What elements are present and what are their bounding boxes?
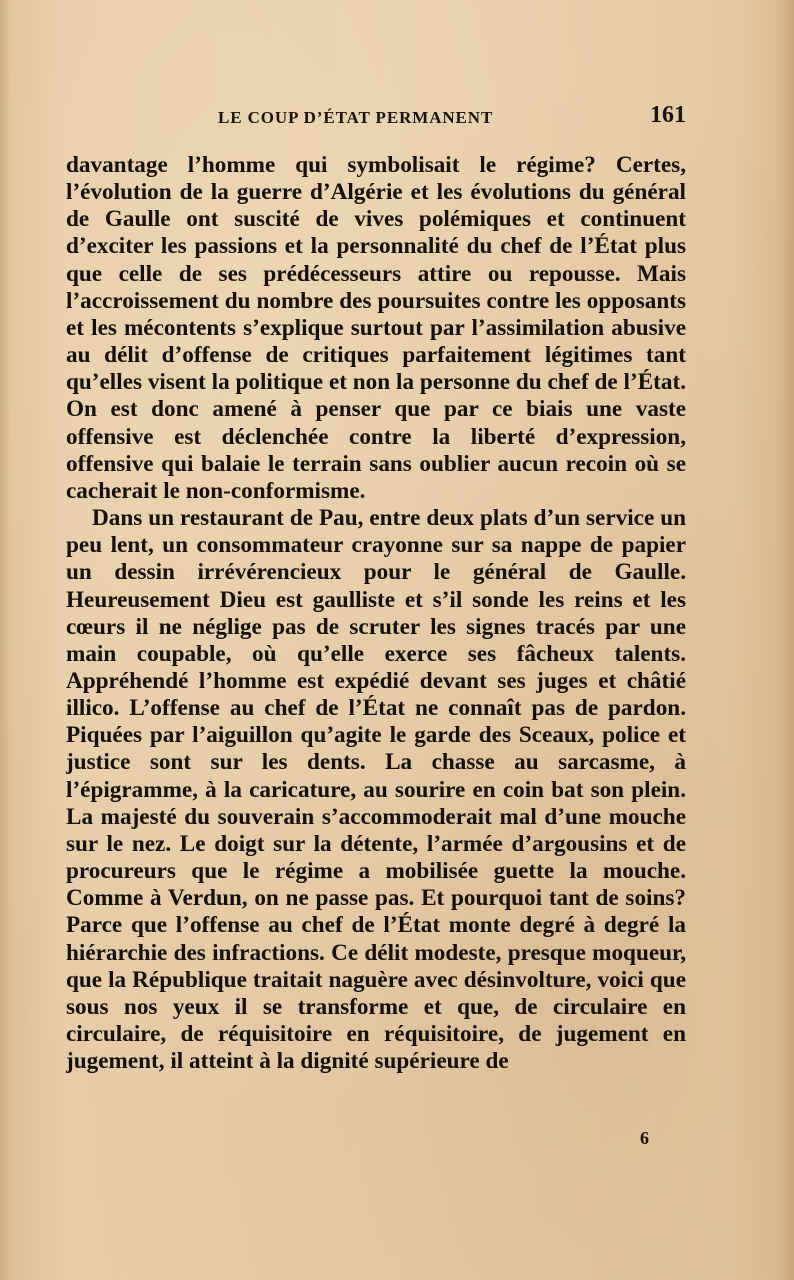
paragraph: Dans un restaurant de Pau, entre deux plats d’un service un peu lent, un consommateur crayonne sur sa nappe de papier un dessin irrévérencieux pour le général de Gaulle. Heureusement Dieu est gaulliste et s’il sonde les reins et les cœurs il ne néglige pas de scruter les signes tracés par une main coupable, où qu’elle exerce ses fâcheux talents. Appréhendé l’homme est expédié devant ses juges et châtié illico. L’offense au chef de l’État ne connaît pas de pardon. Piquées par l’aiguillon qu’agite le garde des Sceaux, police et justice sont sur les dents. La chasse au sarcasme, à l’épigramme, à la caricature, au sourire en coin bat son plein. La majesté du souverain s’accommoderait mal d’une mouche sur le nez. Le doigt sur la détente, l’armée d’argousins et de procureurs que le régime a mobilisée guette la mouche. Comme à Verdun, on ne passe pas. Et pourquoi tant de soins? Parce que l’offense au chef de l’État monte degré à degré la hiérarchie des infractions. Ce délit modeste, presque moqueur, que la République traitait naguère avec désinvolture, voici que sous nos yeux il se transforme et que, de circulaire en circulaire, de réquisitoire en réquisitoire, de jugement en jugement, il atteint à la dignité supérieure de bbox=[66, 505, 686, 1075]
body-text bbox=[66, 152, 686, 1075]
running-head bbox=[66, 102, 686, 136]
page-number: 161 bbox=[650, 102, 686, 128]
signature-mark: 6 bbox=[640, 1128, 649, 1148]
page-edge-left bbox=[0, 0, 10, 1280]
running-title: LE COUP D’ÉTAT PERMANENT bbox=[218, 108, 494, 127]
paragraph: davantage l’homme qui symbolisait le régime? Certes, l’évolution de la guerre d’Algérie et les évolutions du général de Gaulle ont suscité de vives polémiques et continuent d’exciter les passions et la personnalité du chef de l’État plus que celle de ses prédécesseurs attire ou repousse. Mais l’accroissement du nombre des poursuites contre les opposants et les mécontents s’explique surtout par l’assimilation abusive au délit d’offense de critiques parfaitement légitimes tant qu’elles visent la politique et non la personne du chef de l’État. On est donc amené à penser que par ce biais une vaste offensive est déclenchée contre la liberté d’expression, offensive qui balaie le terrain sans oublier aucun recoin où se cacherait le non-conformisme. bbox=[66, 152, 686, 504]
page-edge-right bbox=[780, 0, 794, 1280]
